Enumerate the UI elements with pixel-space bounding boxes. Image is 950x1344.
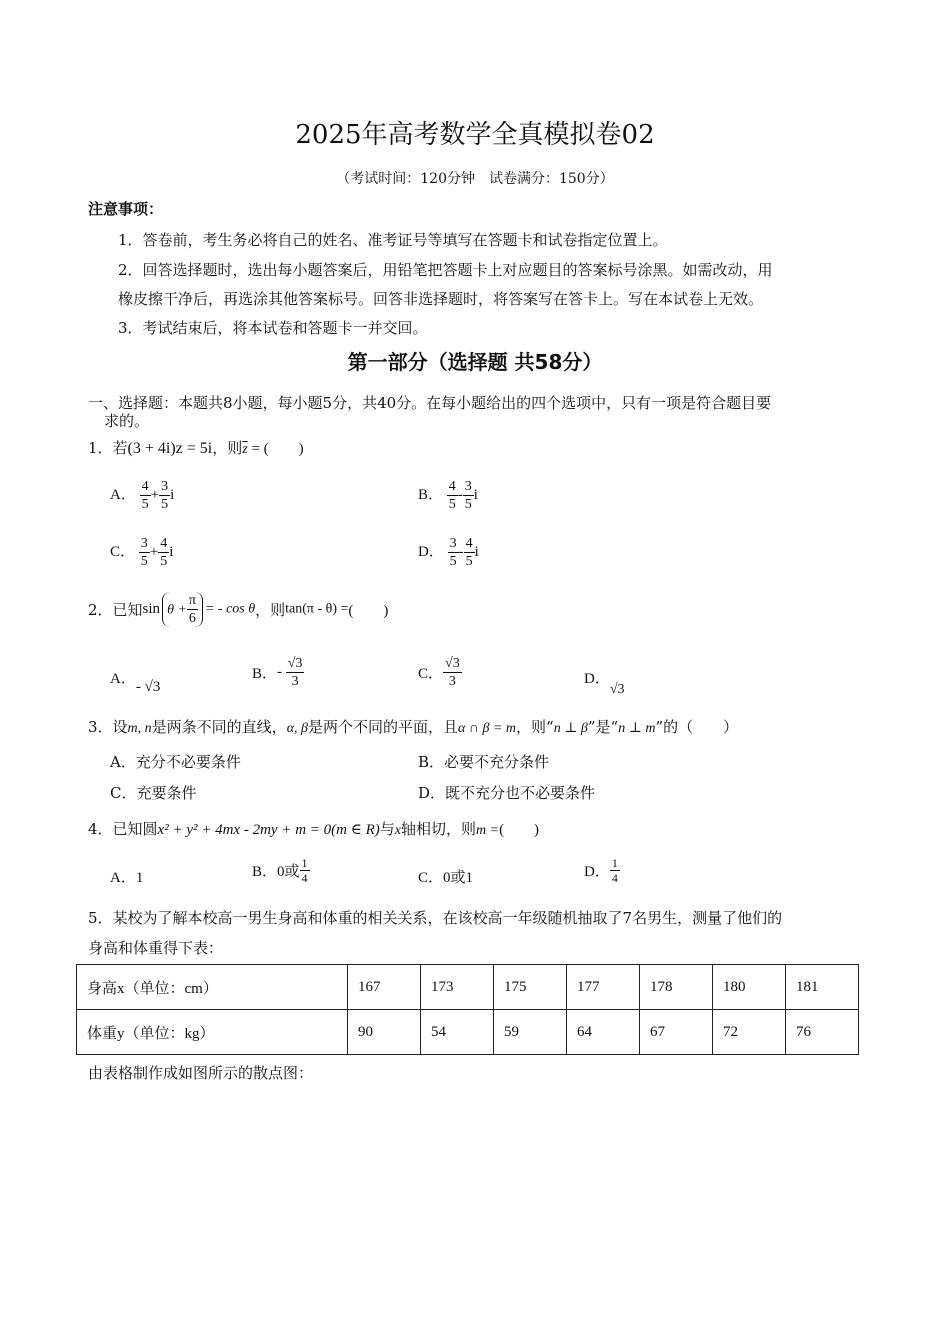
q1-option-d[interactable]: D． $\frac{3}{5}$ - $\frac{4}{5}$ i	[418, 536, 479, 569]
section-intro: 一、选择题：本题共8小题，每小题5分，共40分。在每小题给出的四个选项中，只有一项是符合题目要	[88, 394, 772, 412]
q3-option-d[interactable]: D．既不充分也不必要条件	[418, 784, 596, 802]
question-2: 2．已知sin θ + $\frac{\pi}{6}$ = - cos θ，则tan(π - θ) =( )	[88, 593, 389, 626]
q3-option-a[interactable]: A．充分不必要条件	[110, 753, 241, 771]
table-cell: 167	[348, 965, 421, 1010]
q1-option-c[interactable]: C． $\frac{3}{5}$ + $\frac{4}{5}$ i	[110, 536, 174, 569]
table-cell: 173	[421, 965, 494, 1010]
table-cell: 72	[713, 1010, 786, 1055]
table-cell: 90	[348, 1010, 421, 1055]
scatter-caption: 由表格制作成如图所示的散点图：	[88, 1064, 314, 1082]
q2-option-d[interactable]: D．√3	[584, 671, 625, 697]
table-row-label: 身高x（单位：cm）	[77, 965, 348, 1010]
table-cell: 54	[421, 1010, 494, 1055]
table-row-label: 体重y（单位：kg）	[77, 1010, 348, 1055]
q3-option-c[interactable]: C．充要条件	[110, 784, 197, 802]
table-row	[77, 965, 859, 1010]
question-5-cont: 身高和体重得下表：	[88, 939, 224, 957]
q2-option-c[interactable]: C． $\frac{√3}{3}$	[418, 656, 460, 689]
notice-item: 2．回答选择题时，选出每小题答案后，用铅笔把答题卡上对应题目的答案标号涂黑。如需改动，用	[118, 261, 773, 279]
notice-heading: 注意事项：	[88, 200, 164, 218]
height-weight-table	[76, 964, 859, 1055]
q1-option-a[interactable]: A． $\frac{4}{5}$ + $\frac{3}{5}$ i	[110, 479, 175, 512]
section-intro-cont: 求的。	[104, 412, 150, 430]
table-cell: 59	[494, 1010, 567, 1055]
table-row	[77, 1010, 859, 1055]
question-3: 3．设m, n是两条不同的直线，α, β是两个不同的平面，且α ∩ β = m，则“n ⊥ β”是“n ⊥ m”的（ ）	[88, 718, 739, 736]
q2-option-b[interactable]: B．- $\frac{√3}{3}$	[252, 656, 303, 689]
table-cell: 180	[713, 965, 786, 1010]
table-cell: 177	[567, 965, 640, 1010]
section-title: 第一部分（选择题 共58分）	[347, 350, 603, 374]
table-cell: 178	[640, 965, 713, 1010]
q4-option-b[interactable]: B．0或 $\frac{1}{4}$	[252, 856, 308, 885]
notice-item: 1．答卷前，考生务必将自己的姓名、准考证号等填写在答题卡和试卷指定位置上。	[118, 231, 668, 249]
question-4: 4．已知圆x² + y² + 4mx - 2my + m = 0(m ∈ R)与x轴相切，则m =( )	[88, 820, 540, 838]
q4-option-d[interactable]: D． $\frac{1}{4}$	[584, 856, 618, 885]
question-1: 1．若(3 + 4i)z = 5i，则$\overline{z}$ = ( )	[88, 439, 304, 457]
q4-option-c[interactable]: C．0或1	[418, 870, 474, 886]
q4-option-a[interactable]: A．1	[110, 870, 144, 886]
q2-option-a[interactable]: A．- √3	[110, 671, 161, 695]
table-cell: 67	[640, 1010, 713, 1055]
q1-option-b[interactable]: B． $\frac{4}{5}$ - $\frac{3}{5}$ i	[418, 479, 478, 512]
notice-item: 3．考试结束后，将本试卷和答题卡一并交回。	[118, 319, 428, 337]
table-cell: 64	[567, 1010, 640, 1055]
table-cell: 76	[786, 1010, 859, 1055]
table-cell: 175	[494, 965, 567, 1010]
notice-item: 橡皮擦干净后，再选涂其他答案标号。回答非选择题时，将答案写在答卡上。写在本试卷上无效。	[118, 290, 764, 308]
exam-info: （考试时间：120分钟 试卷满分：150分）	[336, 171, 614, 187]
page-title: 2025年高考数学全真模拟卷02	[295, 120, 655, 150]
question-5: 5．某校为了解本校高一男生身高和体重的相关关系，在该校高一年级随机抽取了7名男生，测量了他们的	[88, 909, 783, 927]
table-cell: 181	[786, 965, 859, 1010]
q3-option-b[interactable]: B．必要不充分条件	[418, 753, 550, 771]
